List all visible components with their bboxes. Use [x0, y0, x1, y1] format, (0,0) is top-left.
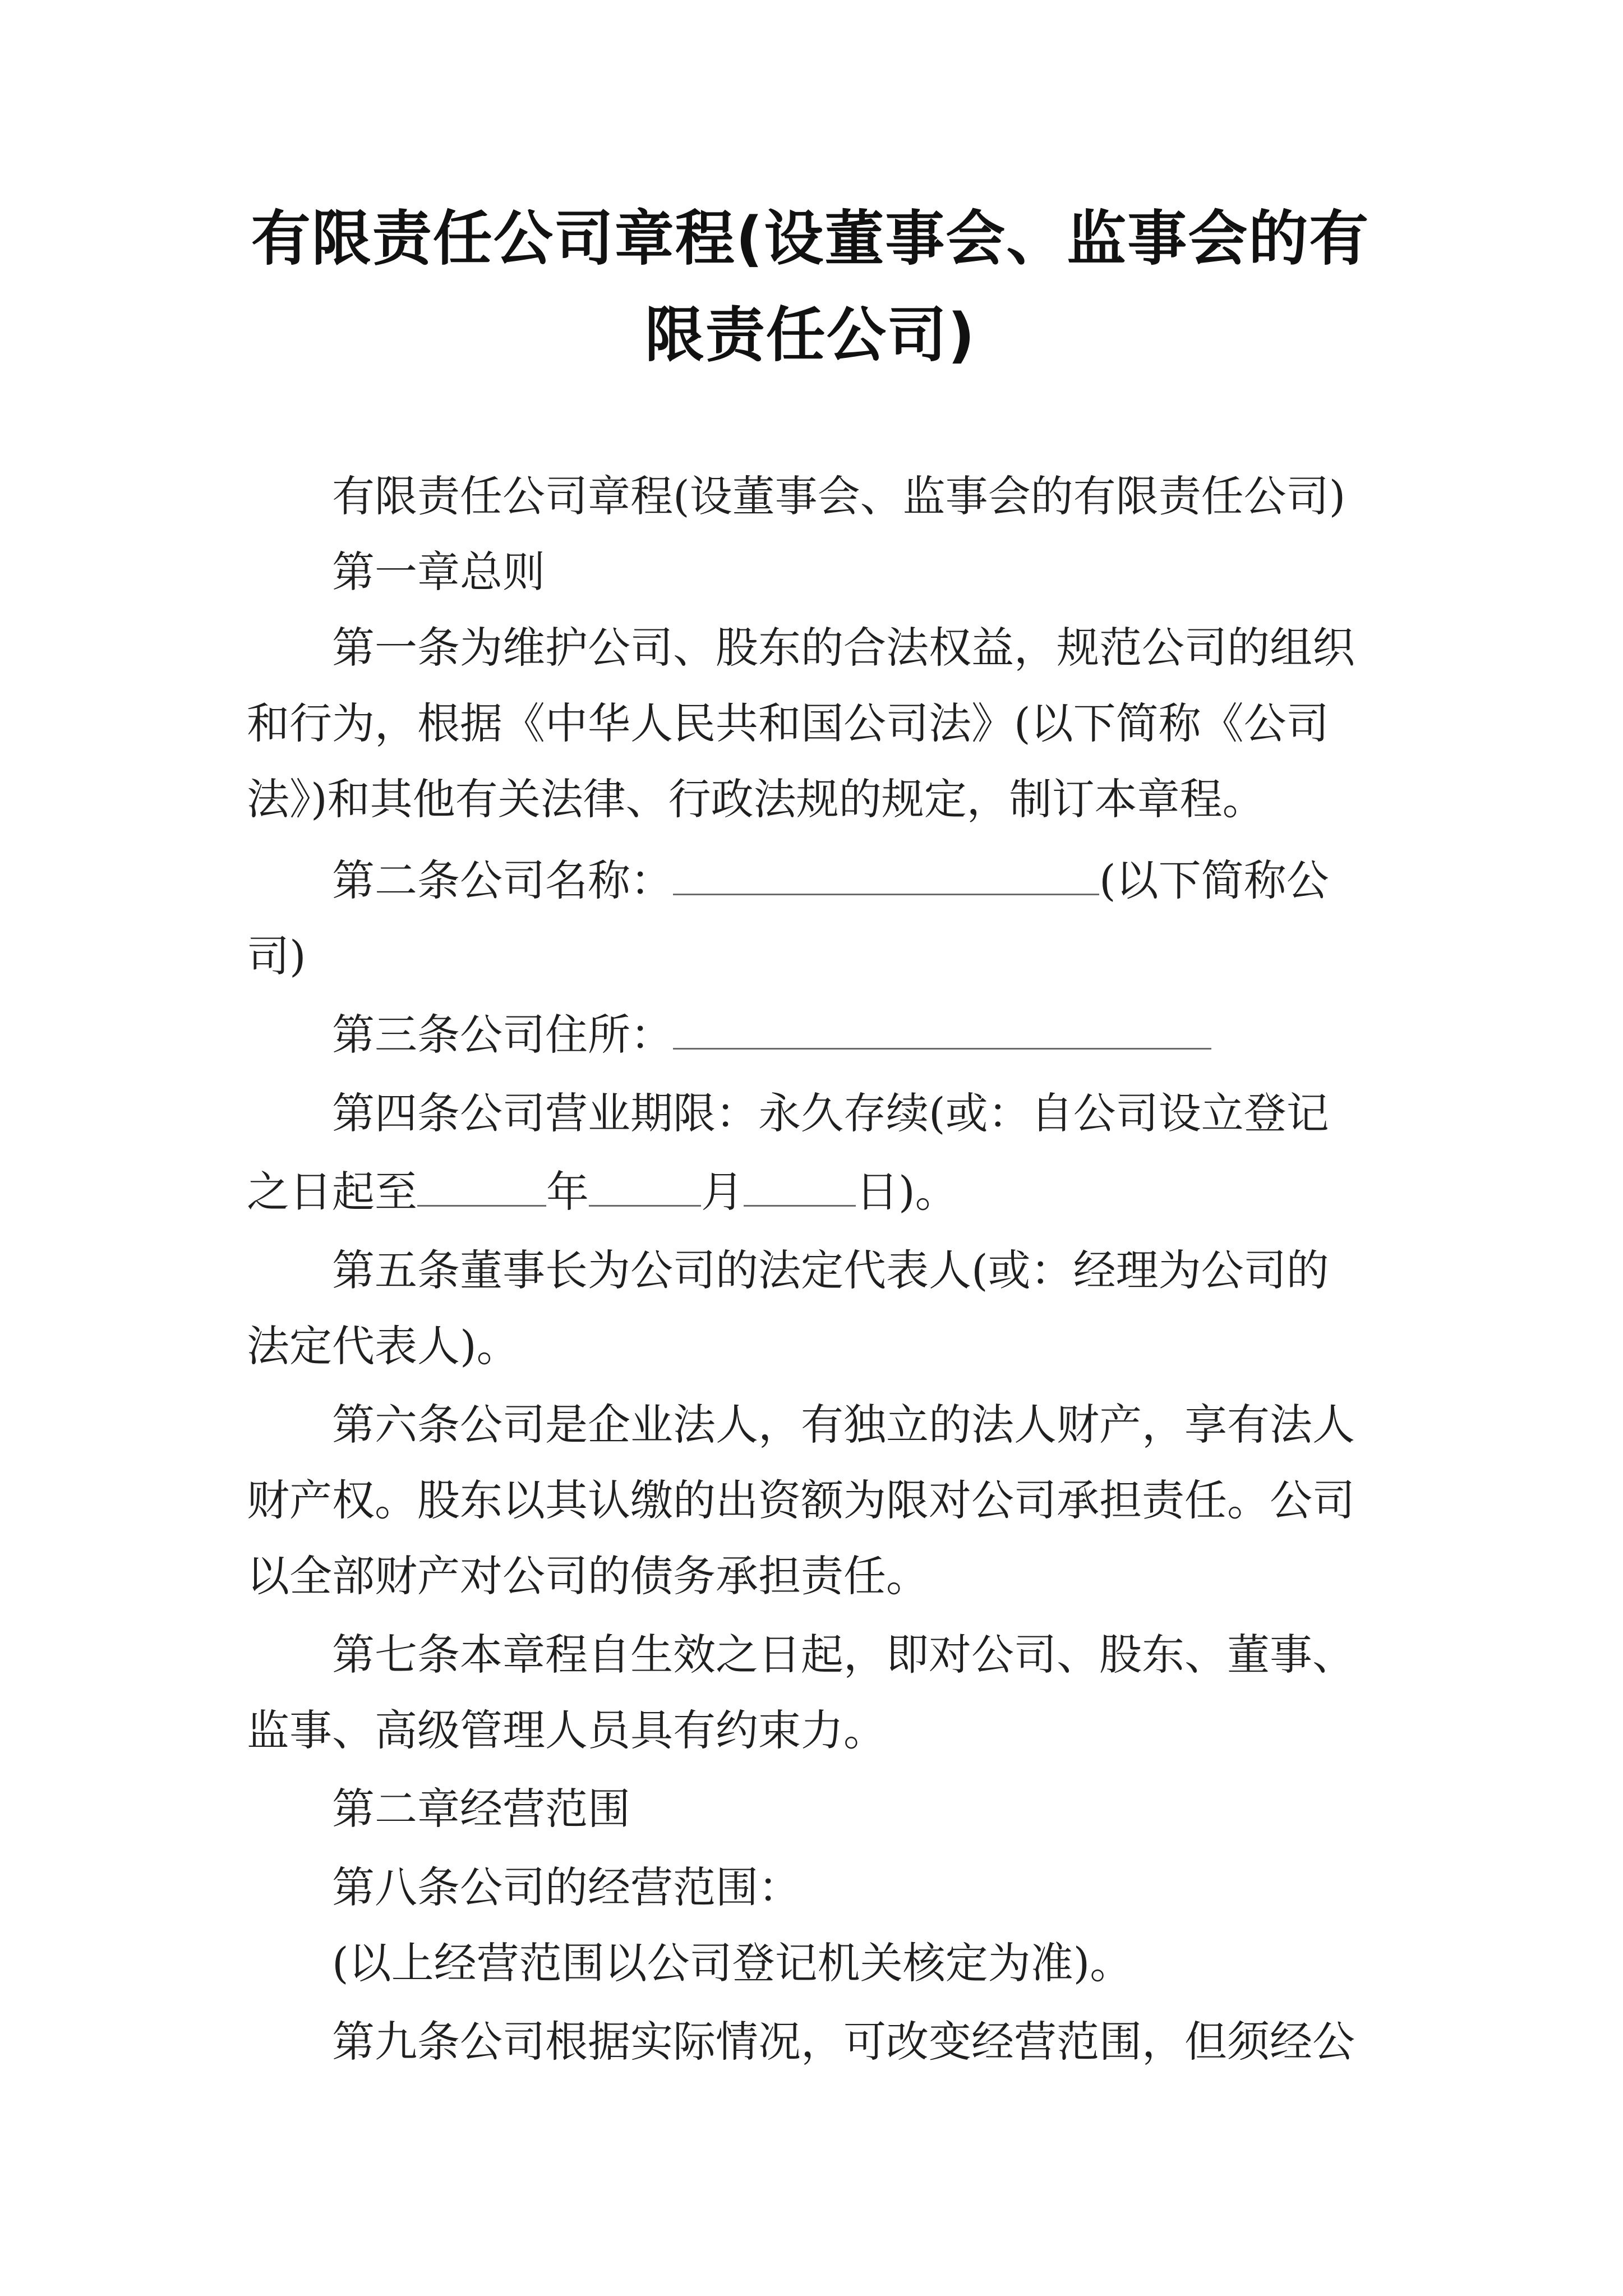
article-5-line-1: 第五条董事长为公司的法定代表人(或：经理为公司的 [332, 1245, 1329, 1295]
article-1-line-1: 第一条为维护公司、股东的合法权益，规范公司的组织 [332, 623, 1355, 673]
article-5-line-2: 法定代表人)。 [247, 1321, 519, 1371]
day-label: 日)。 [856, 1167, 958, 1217]
article-1-line-3: 法》)和其他有关法律、行政法规的规定，制订本章程。 [247, 774, 1265, 824]
article-4-line-2 [247, 1164, 958, 1220]
article-6-line-3: 以全部财产对公司的债务承担责任。 [247, 1551, 929, 1601]
chapter-heading-2: 第二章经营范围 [332, 1784, 630, 1834]
title-line-2: 限责任公司) [644, 301, 976, 370]
month-label: 月 [701, 1167, 744, 1217]
article-9-line-1: 第九条公司根据实际情况，可改变经营范围，但须经公 [332, 2017, 1355, 2067]
title-line-1: 有限责任公司章程(设董事会、监事会的有 [251, 204, 1370, 273]
body-line-1: 有限责任公司章程(设董事会、监事会的有限责任公司) [332, 471, 1346, 521]
article-3-label: 第三条公司住所： [332, 1010, 673, 1060]
year-blank [417, 1166, 546, 1207]
article-2-label: 第二条公司名称： [332, 855, 673, 905]
article-8-note: (以上经营范围以公司登记机关核定为准)。 [332, 1938, 1133, 1988]
article-4-line-1: 第四条公司营业期限：永久存续(或：自公司设立登记 [332, 1088, 1329, 1138]
day-blank [744, 1166, 856, 1207]
article-2-line-2: 司) [247, 931, 306, 981]
article-8-line-1: 第八条公司的经营范围： [332, 1862, 801, 1912]
article-2-suffix: (以下简称公 [1099, 855, 1329, 905]
article-4-prefix: 之日起至 [247, 1167, 417, 1217]
article-3-line-1 [332, 1007, 1211, 1063]
company-name-blank [673, 854, 1099, 895]
article-1-line-2: 和行为，根据《中华人民共和国公司法》(以下简称《公司 [247, 698, 1329, 748]
chapter-heading-1: 第一章总则 [332, 547, 545, 597]
article-6-line-1: 第六条公司是企业法人，有独立的法人财产，享有法人 [332, 1400, 1355, 1450]
year-label: 年 [546, 1167, 589, 1217]
article-7-line-1: 第七条本章程自生效之日起，即对公司、股东、董事、 [332, 1630, 1355, 1680]
article-2-line-1 [332, 853, 1329, 909]
month-blank [589, 1166, 701, 1207]
article-7-line-2: 监事、高级管理人员具有约束力。 [247, 1705, 886, 1755]
article-6-line-2: 财产权。股东以其认缴的出资额为限对公司承担责任。公司 [247, 1475, 1355, 1525]
document-title [247, 191, 1374, 384]
company-address-blank [673, 1009, 1211, 1050]
